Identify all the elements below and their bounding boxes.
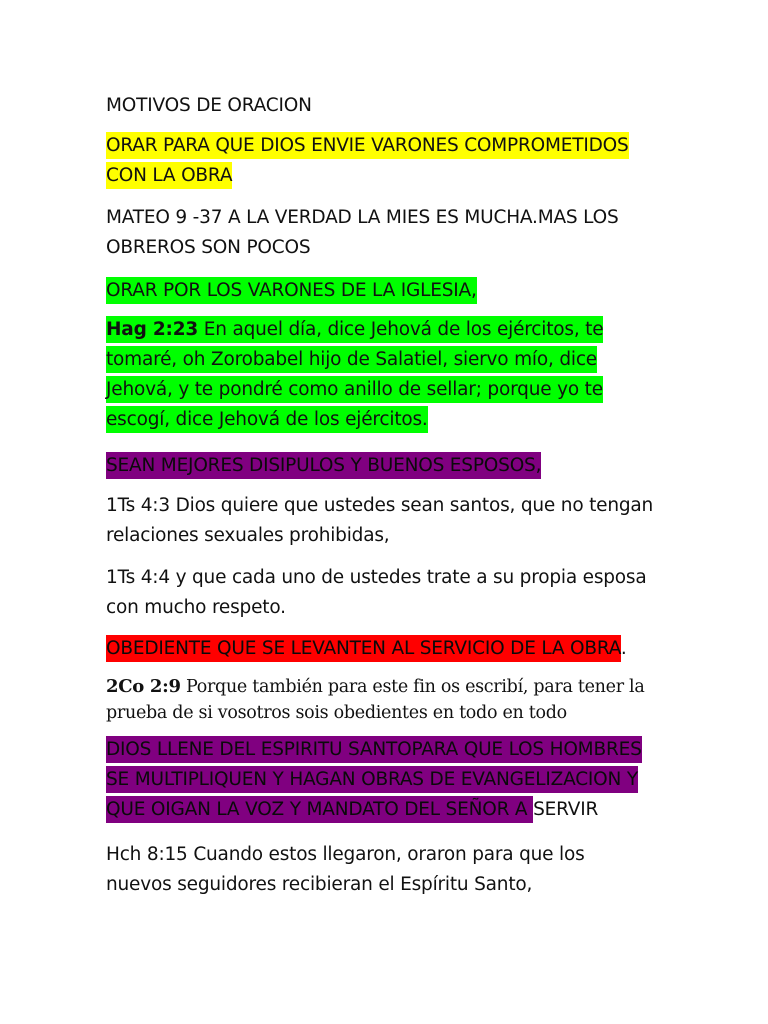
verse-2co [106,673,666,727]
prayer-5-trailing: SERVIR [533,799,599,820]
verse-1ts-3-line-2: relaciones sexuales prohibidas, [106,525,390,546]
verse-2co-line-2: prueba de si vosotros sois obedientes en todo en todo [106,703,567,723]
prayer-request-5 [106,735,666,825]
prayer-5-line-3: QUE OIGAN LA VOZ Y MANDATO DEL SEÑOR A [106,796,533,823]
prayer-1-line-2: CON LA OBRA [106,162,232,189]
prayer-4-trailing: . [620,638,627,659]
prayer-1-line-1: ORAR PARA QUE DIOS ENVIE VARONES COMPROMETIDOS [106,132,629,159]
page-heading [106,91,666,121]
verse-1ts-4-4 [106,563,666,623]
verse-hch-line-1: Hch 8:15 Cuando estos llegaron, oraron para que los [106,844,585,865]
prayer-request-1 [106,131,666,191]
verse-mateo [106,203,666,263]
verse-1ts-4-line-2: con mucho respeto. [106,597,286,618]
verse-hag-ref: Hag 2:23 [106,319,199,340]
verse-1ts-3-line-1: 1Ts 4:3 Dios quiere que ustedes sean santos, que no tengan [106,495,654,516]
verse-hag-line-4: escogí, dice Jehová de los ejércitos. [106,406,428,433]
prayer-4-text: OBEDIENTE QUE SE LEVANTEN AL SERVICIO DE LA OBRA [106,635,621,662]
verse-hag-line-1: En aquel día, dice Jehová de los ejércitos, te [198,319,604,340]
verse-hag-line-3: Jehová, y te pondré como anillo de sellar; porque yo te [106,376,603,403]
verse-hch [106,840,666,900]
prayer-request-4 [106,634,666,664]
verse-hag-line-2: tomaré, oh Zorobabel hijo de Salatiel, siervo mío, dice [106,346,597,373]
verse-1ts-4-3 [106,491,666,551]
verse-mateo-line-1: MATEO 9 -37 A LA VERDAD LA MIES ES MUCHA.MAS LOS [106,207,619,228]
verse-mateo-line-2: OBREROS SON POCOS [106,237,311,258]
heading-text: MOTIVOS DE ORACION [106,95,312,116]
prayer-request-3 [106,451,666,481]
prayer-3-text: SEAN MEJORES DISIPULOS Y BUENOS ESPOSOS, [106,452,541,479]
prayer-request-2 [106,276,666,306]
verse-hch-line-2: nuevos seguidores recibieran el Espíritu Santo, [106,874,533,895]
verse-2co-ref: 2Co 2:9 [106,676,181,697]
verse-2co-line-1: Porque también para este fin os escribí, para tener la [180,677,645,697]
prayer-5-line-2: SE MULTIPLIQUEN Y HAGAN OBRAS DE EVANGELIZACION Y [106,766,638,793]
verse-1ts-4-line-1: 1Ts 4:4 y que cada uno de ustedes trate a su propia esposa [106,567,647,588]
prayer-5-line-1: DIOS LLENE DEL ESPIRITU SANTOPARA QUE LOS HOMBRES [106,736,642,763]
prayer-2-text: ORAR POR LOS VARONES DE LA IGLESIA, [106,277,477,304]
verse-hag [106,315,666,435]
